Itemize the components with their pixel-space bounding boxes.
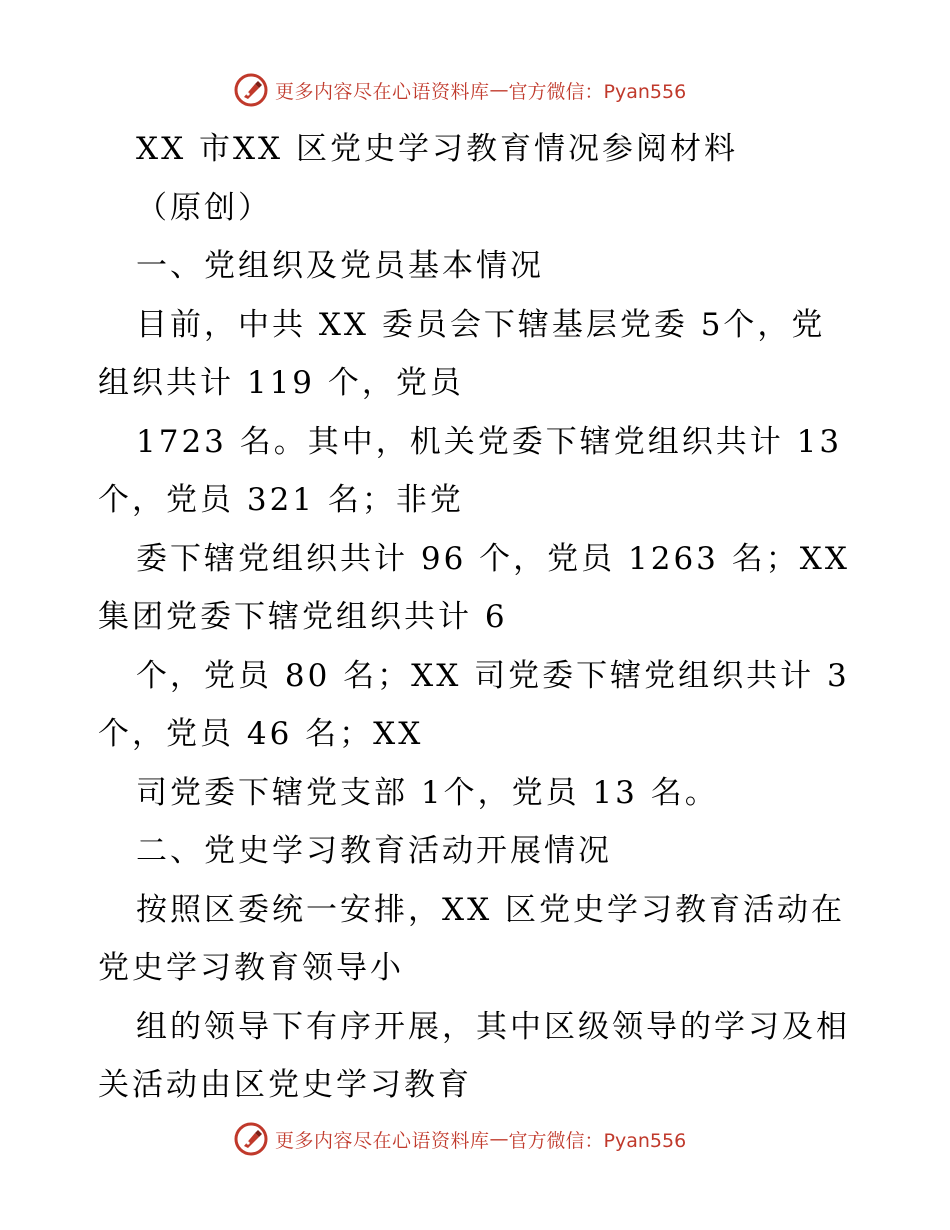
pen-nib-logo-icon bbox=[233, 1121, 269, 1157]
paragraph-line: 按照区委统一安排，XX 区党史学习教育活动在 bbox=[136, 891, 845, 928]
paragraph-line: 党史学习教育领导小 bbox=[98, 950, 404, 986]
paragraph-line: 1723 名。其中，机关党委下辖党组织共计 13 bbox=[136, 423, 843, 460]
document-subtitle: （原创） bbox=[136, 189, 272, 226]
watermark-slogan: 更多内容尽在心语资料库 bbox=[275, 80, 490, 103]
paragraph-line: 个，党员 80 名；XX 司党委下辖党组织共计 3 bbox=[136, 657, 850, 694]
paragraph-line: 集团党委下辖党组织共计 6 bbox=[98, 599, 508, 635]
paragraph-line: 司党委下辖党支部 1个，党员 13 名。 bbox=[136, 774, 719, 811]
section-heading-1: 一、党组织及党员基本情况 bbox=[136, 248, 544, 284]
paragraph-line: 个，党员 321 名；非党 bbox=[98, 482, 464, 518]
document-body bbox=[98, 120, 858, 1115]
watermark-footer bbox=[233, 1119, 686, 1159]
paragraph-line: 组的领导下有序开展，其中区级领导的学习及相 bbox=[136, 1008, 850, 1045]
watermark-contact: 官方微信：Pyan556 bbox=[508, 80, 687, 103]
section-heading-2: 二、党史学习教育活动开展情况 bbox=[136, 833, 612, 869]
paragraph-line: 个，党员 46 名；XX bbox=[98, 716, 424, 752]
watermark-header bbox=[233, 70, 686, 110]
paragraph-line: 关活动由区党史学习教育 bbox=[98, 1067, 472, 1103]
paragraph-line: 委下辖党组织共计 96 个，党员 1263 名；XX bbox=[136, 540, 850, 577]
watermark-separator: — bbox=[489, 79, 509, 101]
watermark-separator: — bbox=[489, 1128, 509, 1150]
document-title: XX 市XX 区党史学习教育情况参阅材料 bbox=[136, 131, 738, 167]
pen-nib-logo-icon bbox=[233, 72, 269, 108]
watermark-slogan: 更多内容尽在心语资料库 bbox=[275, 1129, 490, 1152]
paragraph-line: 目前，中共 XX 委员会下辖基层党委 5个，党 bbox=[136, 306, 826, 343]
watermark-contact: 官方微信：Pyan556 bbox=[508, 1129, 687, 1152]
paragraph-line: 组织共计 119 个，党员 bbox=[98, 365, 464, 401]
